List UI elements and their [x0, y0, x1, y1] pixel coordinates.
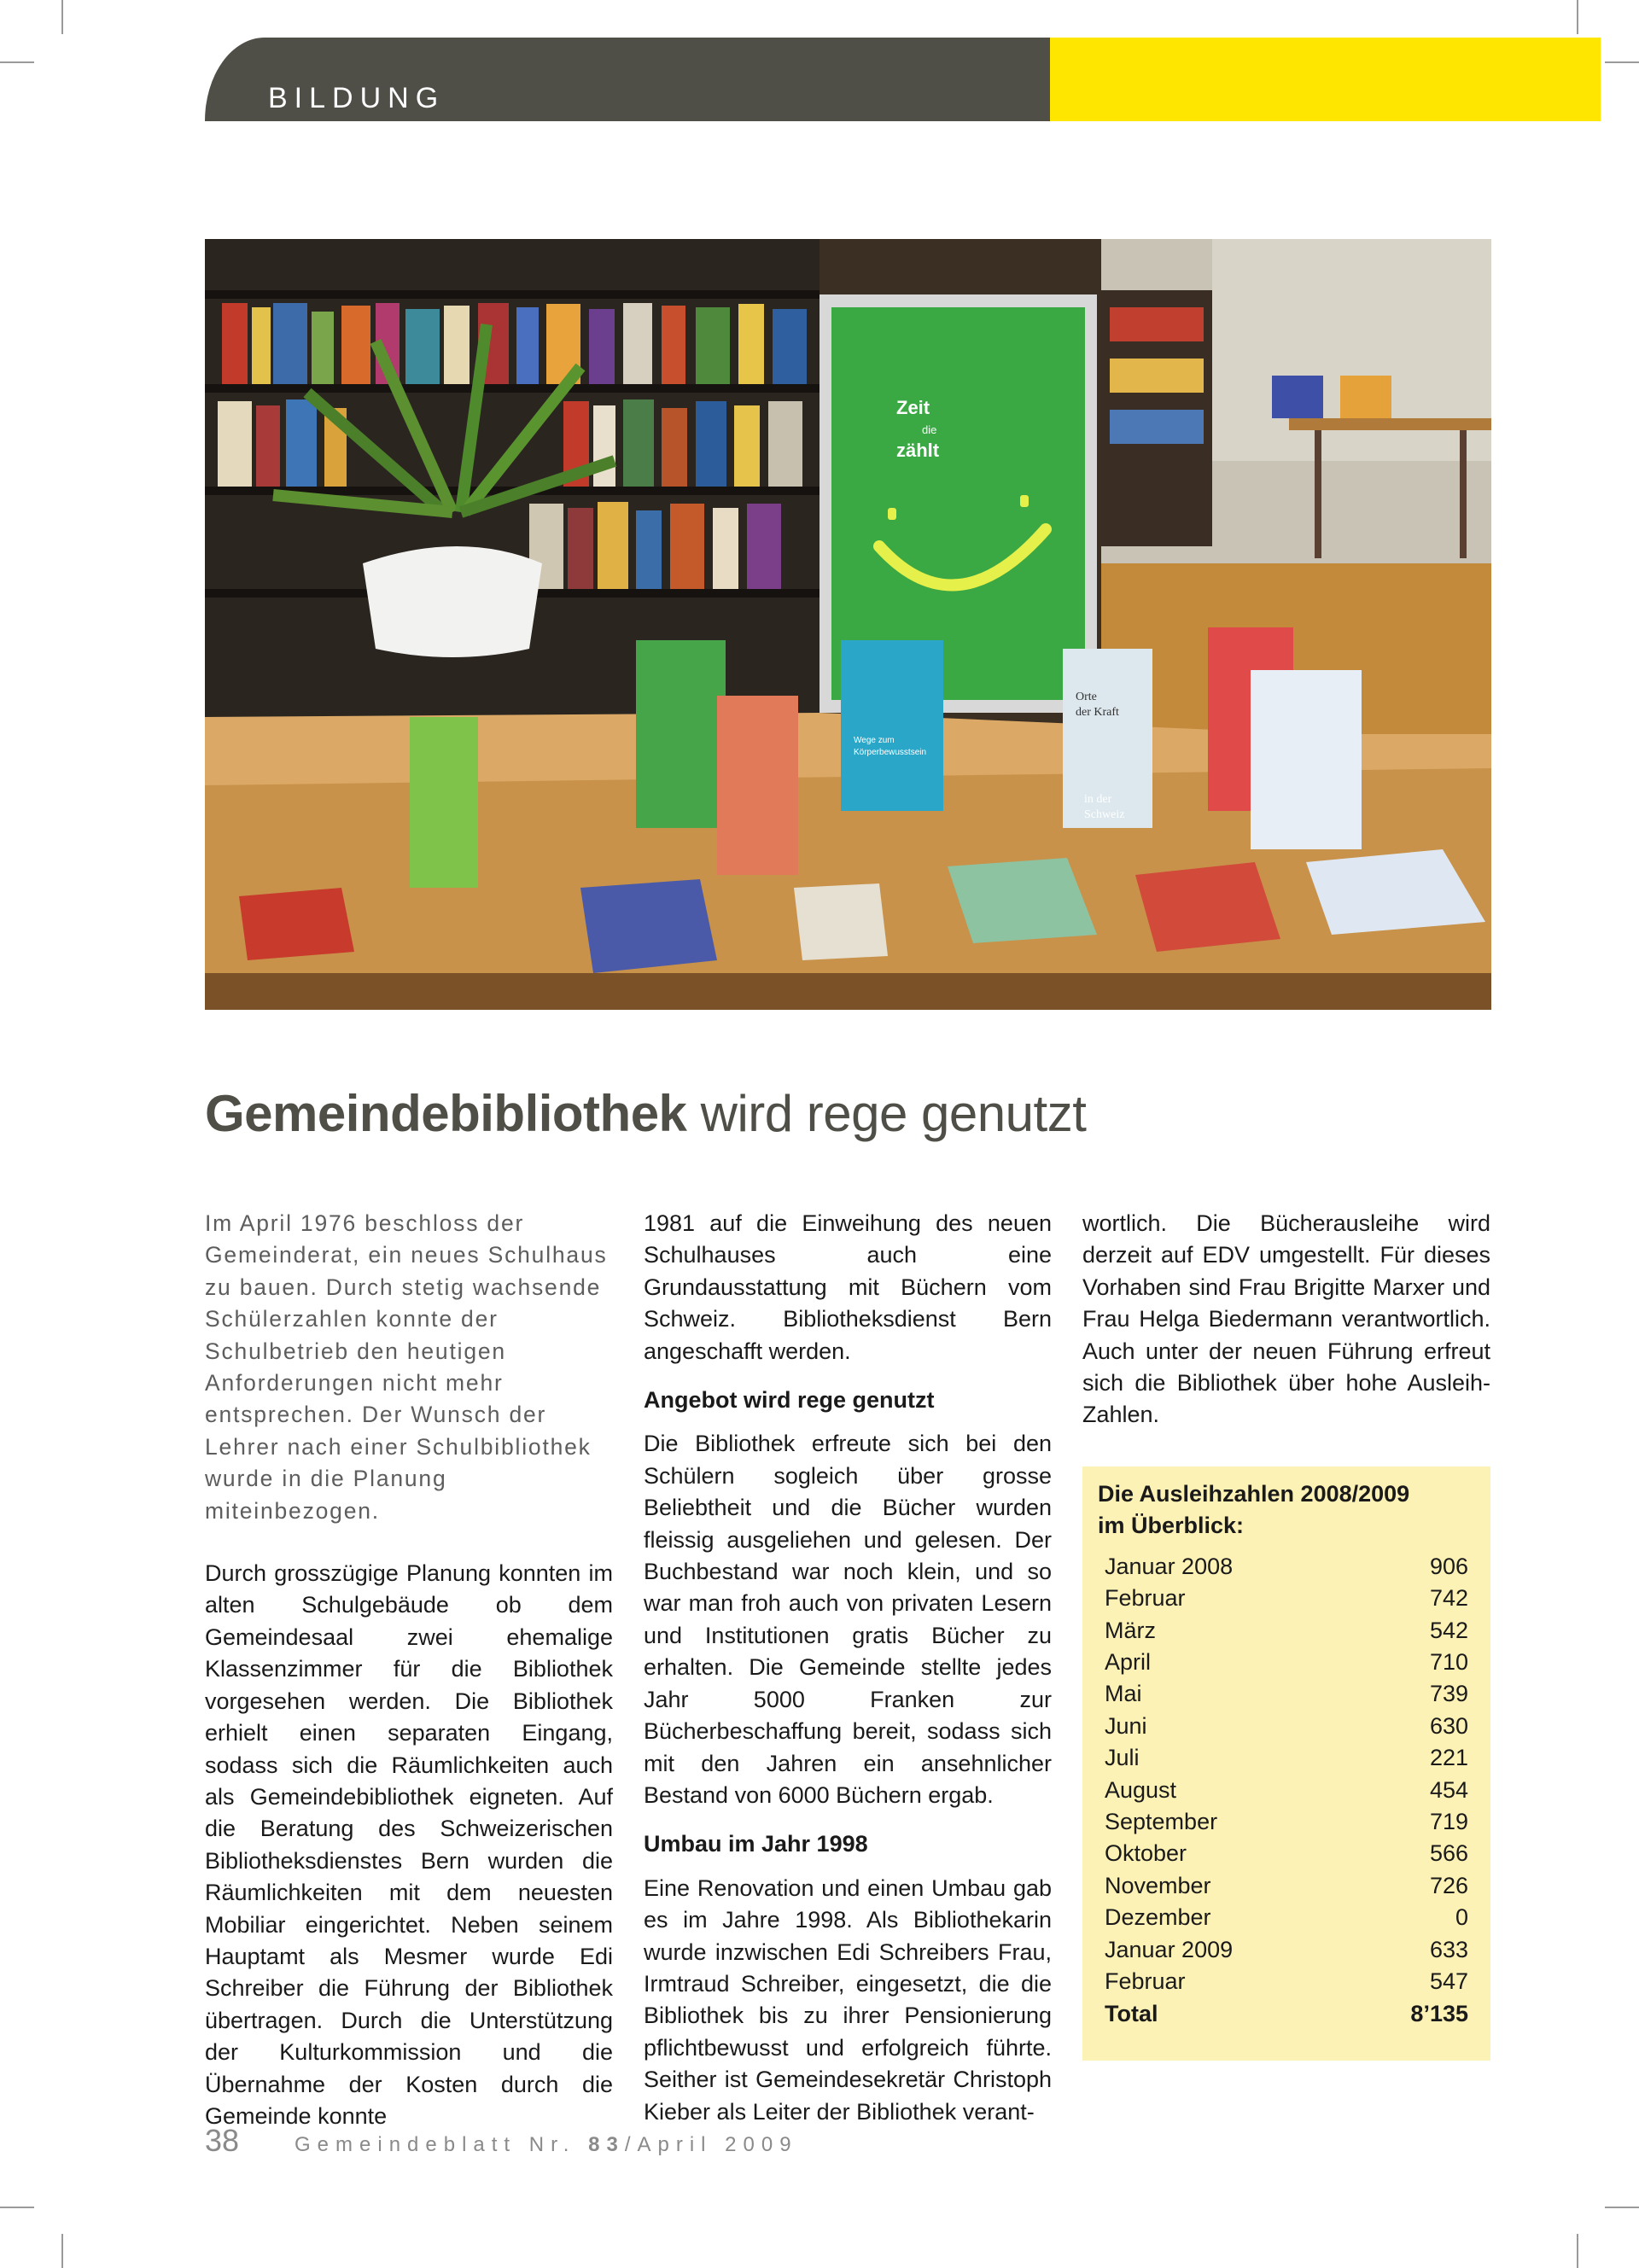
stats-month: November — [1105, 1872, 1211, 1898]
stats-total-value: 8’135 — [1410, 2000, 1468, 2026]
stats-value: 739 — [1429, 1681, 1468, 1707]
stats-total-row — [1098, 1998, 1475, 2030]
stats-row — [1098, 1647, 1475, 1678]
book-title-1c: in der — [1084, 793, 1112, 806]
article-column-1 — [205, 1208, 613, 2132]
article-paragraph: Die Bibliothek erfreute sich bei den Schülern sogleich über grosse Beliebtheit und die Bücher wurden fleissig ausgeliehen und gelesen. Der Buchbestand war noch klein, und so war man froh auch von privaten Lesern und Institutionen gratis Bücher zu erhalten. Die Gemeinde stellte jedes Jahr 5000 Franken zur Bücherbeschaffung bereit, sodass sich mit den Jahren ein ansehnlicher Bestand von 6000 Büchern ergab. — [644, 1431, 1052, 1808]
article-column-3 — [1082, 1208, 1490, 1431]
stats-value: 566 — [1429, 1840, 1468, 1867]
article-paragraph: Durch grosszügige Planung konnten im alten Schulgebäude ob dem Gemeindesaal zwei ehemalige Klassenzimmer für die Bibliothek vorgesehen werden. Die Bibliothek erhielt einen separaten Eingang, sodass sich die Räumlichkeiten auch als Gemeindebibliothek eigneten. Auf die Beratung des Schweizerischen Bibliotheksdienstes Bern wurden die Räumlichkeiten mit dem neuesten Mobiliar eingerichtet. Neben seinem Hauptamt als Mesmer wurde Edi Schreiber die Führung der Bibliothek übertragen. Durch die Unterstützung der Kulturkommission und die Übernahme der Kosten durch die Gemeinde konnte — [205, 1560, 613, 2129]
stats-month: Januar 2008 — [1105, 1553, 1234, 1579]
publication-name: Gemeindeblatt — [295, 2133, 517, 2156]
book-title-1b: der Kraft — [1076, 706, 1119, 719]
stats-month: März — [1105, 1617, 1156, 1643]
stats-month: Dezember — [1105, 1904, 1211, 1931]
poster-title-2: die — [922, 423, 937, 436]
stats-value: 906 — [1429, 1553, 1468, 1579]
stats-value: 719 — [1429, 1809, 1468, 1835]
stats-value: 726 — [1429, 1872, 1468, 1898]
stats-row — [1098, 1583, 1475, 1614]
book-title-2a: Wege zum — [854, 736, 895, 745]
stats-month: Mai — [1105, 1681, 1142, 1707]
crop-mark — [1605, 2207, 1639, 2208]
section-label: BILDUNG — [268, 82, 446, 114]
stats-row — [1098, 1806, 1475, 1838]
crop-mark — [1577, 2234, 1578, 2268]
stats-value: 742 — [1429, 1585, 1468, 1612]
stats-month: April — [1105, 1649, 1152, 1676]
stats-row — [1098, 1902, 1475, 1933]
page-number: 38 — [205, 2123, 240, 2158]
poster-title-1: Zeit — [896, 397, 930, 418]
article-column-2 — [644, 1208, 1052, 2128]
stats-value: 542 — [1429, 1617, 1468, 1643]
stats-month: Juli — [1105, 1745, 1140, 1771]
stats-total-label: Total — [1105, 2000, 1158, 2026]
stats-row — [1098, 1775, 1475, 1806]
stats-month: Februar — [1105, 1968, 1186, 1995]
article-lead: Im April 1976 beschloss der Gemeinderat, ein neues Schulhaus zu bauen. Durch stetig wachsende Schülerzahlen konnte der Schulbetrieb den heutigen Anforderungen nicht mehr entsprechen. Der Wunsch der Lehrer nach einer Schulbibliothek wurde in die Planung miteinbezogen. — [205, 1210, 608, 1524]
stats-row — [1098, 1838, 1475, 1869]
stats-month: Januar 2009 — [1105, 1936, 1234, 1962]
stats-month: Oktober — [1105, 1840, 1187, 1867]
loan-statistics-box — [1082, 1466, 1490, 2061]
article-title-rest: wird rege genutzt — [686, 1085, 1087, 1142]
stats-month: August — [1105, 1776, 1177, 1803]
stats-row — [1098, 1615, 1475, 1647]
article-title-bold: Gemeindebibliothek — [205, 1085, 687, 1142]
stats-value: 630 — [1429, 1712, 1468, 1739]
stats-row — [1098, 1678, 1475, 1710]
stats-row — [1098, 1551, 1475, 1583]
stats-value: 710 — [1429, 1649, 1468, 1676]
stats-month: Juni — [1105, 1712, 1147, 1739]
stats-value: 221 — [1429, 1745, 1468, 1771]
stats-value: 454 — [1429, 1776, 1468, 1803]
page-footer — [205, 2123, 798, 2159]
stats-value: 547 — [1429, 1968, 1468, 1995]
stats-row — [1098, 1711, 1475, 1742]
stats-value: 633 — [1429, 1936, 1468, 1962]
issue-label: Nr. — [528, 2133, 576, 2156]
stats-title — [1098, 1478, 1475, 1542]
issue-number: 83 — [588, 2133, 625, 2156]
crop-mark — [1605, 61, 1639, 63]
stats-row — [1098, 1966, 1475, 1997]
article-paragraph: Eine Renovation und einen Umbau gab es im Jahre 1998. Als Bibliothekarin wurde inzwischen Edi Schreibers Frau, Irmtraud Schreiber, eingesetzt, die die Bibliothek bis zu ihrer Pensionierung pflichtbewusst und erfolgreich führte. Seither ist Gemeindesekretär Christoph Kieber als Leiter der Bibliothek verant- — [644, 1874, 1052, 2125]
subheading: Angebot wird rege genutzt — [644, 1387, 935, 1414]
crop-mark — [0, 2207, 34, 2208]
stats-row — [1098, 1934, 1475, 1966]
stats-month: September — [1105, 1809, 1218, 1835]
crop-mark — [61, 0, 63, 34]
book-title-1d: Schweiz — [1084, 808, 1125, 821]
stats-month: Februar — [1105, 1585, 1186, 1612]
crop-mark — [1577, 0, 1578, 34]
book-title-2b: Körperbewusstsein — [854, 748, 927, 757]
crop-mark — [0, 61, 34, 63]
library-photo — [205, 239, 1491, 1010]
crop-mark — [61, 2234, 63, 2268]
stats-row — [1098, 1742, 1475, 1774]
subheading: Umbau im Jahr 1998 — [644, 1831, 868, 1857]
article-paragraph: 1981 auf die Einweihung des neuen Schulhauses auch eine Grundausstattung mit Büchern vom Schweiz. Bibliotheksdienst Bern angeschafft werden. — [644, 1210, 1052, 1364]
stats-value: 0 — [1455, 1904, 1468, 1931]
book-title-1a: Orte — [1076, 691, 1097, 703]
stats-title-line: im Überblick: — [1098, 1513, 1245, 1539]
section-header-accent — [1050, 38, 1601, 121]
stats-title-line: Die Ausleihzahlen 2008/2009 — [1098, 1481, 1410, 1507]
issue-date: /April 2009 — [624, 2133, 798, 2156]
article-title — [205, 1084, 1086, 1143]
stats-row — [1098, 1870, 1475, 1902]
poster-title-3: zählt — [896, 440, 940, 461]
article-paragraph: wortlich. Die Bücherausleihe wird derzeit auf EDV umgestellt. Für dieses Vorhaben sind Frau Brigitte Marxer und Frau Helga Biedermann verantwortlich. Auch unter der neuen Führung erfreut sich die Bibliothek über hohe Ausleih-Zahlen. — [1082, 1210, 1490, 1428]
